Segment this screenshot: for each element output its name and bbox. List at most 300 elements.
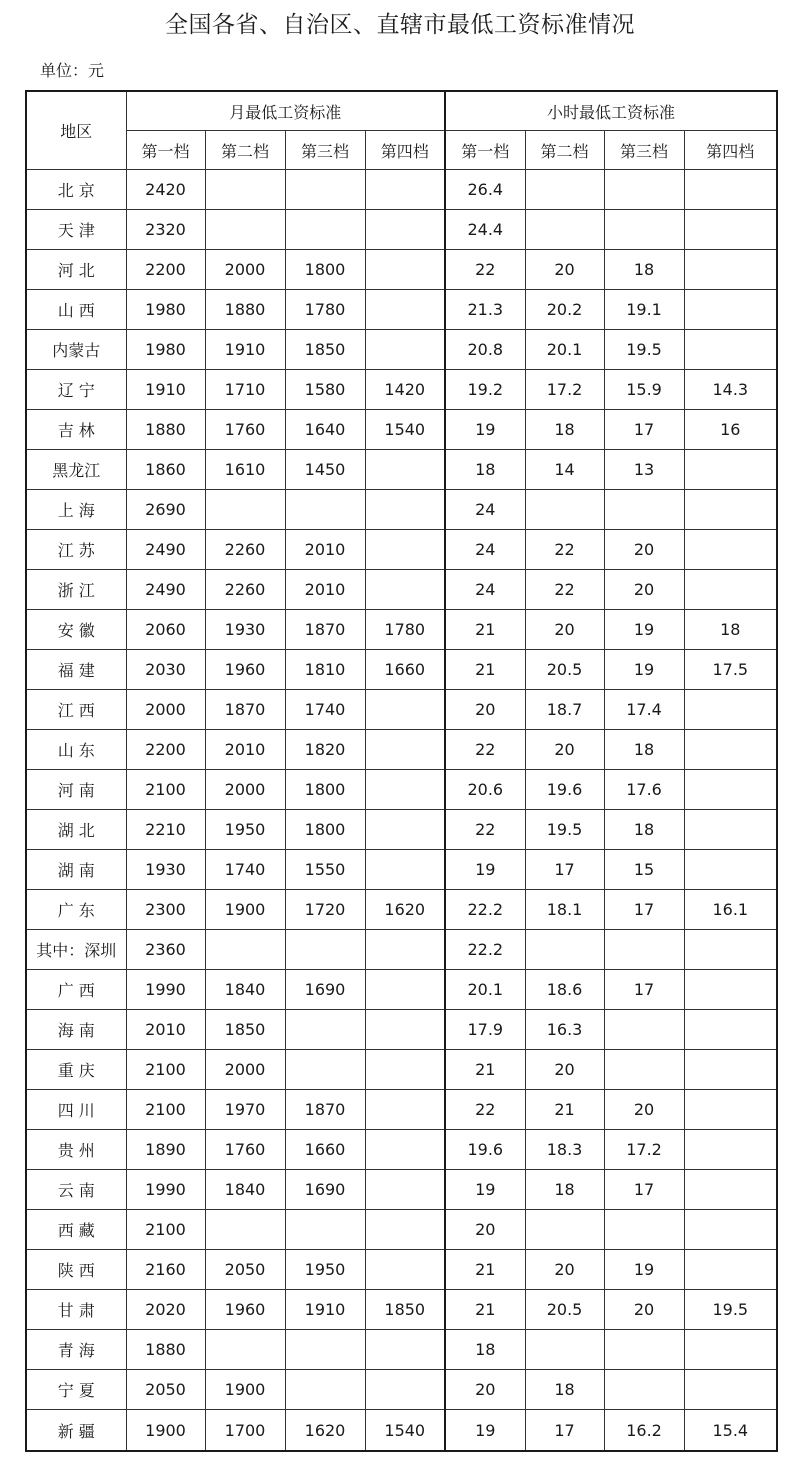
monthly-tier-3-cell: 2010 <box>285 570 365 610</box>
hourly-tier-2-cell: 22 <box>525 570 604 610</box>
table-row <box>26 490 777 530</box>
table-row <box>26 1210 777 1250</box>
monthly-tier-4-cell: 1620 <box>365 890 445 930</box>
hourly-tier-2-cell: 20 <box>525 730 604 770</box>
hourly-tier-2-cell: 20 <box>525 610 604 650</box>
hourly-tier-1-cell: 22 <box>445 730 525 770</box>
hourly-tier-2-cell: 18.1 <box>525 890 604 930</box>
monthly-tier-2-cell: 1960 <box>205 650 285 690</box>
region-cell: 山 东 <box>26 730 126 770</box>
hourly-tier-1-cell: 22 <box>445 810 525 850</box>
table-row <box>26 970 777 1010</box>
hourly-tier-3-cell: 20 <box>604 530 684 570</box>
region-cell: 广 东 <box>26 890 126 930</box>
table-row <box>26 1050 777 1090</box>
monthly-tier-2-cell: 1900 <box>205 1370 285 1410</box>
monthly-tier-3-cell <box>285 170 365 210</box>
hourly-tier-4-cell <box>684 730 777 770</box>
hourly-tier-1-cell: 21 <box>445 610 525 650</box>
monthly-tier-2-cell: 2050 <box>205 1250 285 1290</box>
hourly-tier-3-cell <box>604 930 684 970</box>
table-row <box>26 450 777 490</box>
monthly-tier-1-cell: 1990 <box>126 970 205 1010</box>
monthly-tier-4-cell <box>365 1050 445 1090</box>
region-cell: 福 建 <box>26 650 126 690</box>
monthly-tier-4-cell <box>365 810 445 850</box>
hourly-tier-1-cell: 26.4 <box>445 170 525 210</box>
hourly-tier-4-cell <box>684 770 777 810</box>
monthly-tier-4-cell: 1540 <box>365 410 445 450</box>
region-cell: 黑龙江 <box>26 450 126 490</box>
hourly-tier-3-cell <box>604 1370 684 1410</box>
monthly-tier-2-cell: 1930 <box>205 610 285 650</box>
table-row <box>26 330 777 370</box>
monthly-tier-1-cell: 2490 <box>126 570 205 610</box>
monthly-tier-2-cell: 1900 <box>205 890 285 930</box>
header-row-1 <box>26 91 777 131</box>
hourly-tier-2-cell: 18.6 <box>525 970 604 1010</box>
monthly-tier-4-cell <box>365 170 445 210</box>
hourly-tier-1-cell: 22 <box>445 250 525 290</box>
monthly-tier-2-cell: 1950 <box>205 810 285 850</box>
unit-label: 单位：元 <box>40 61 105 80</box>
hourly-tier-4-cell <box>684 290 777 330</box>
hourly-tier-3-cell: 16.2 <box>604 1410 684 1451</box>
hourly-tier-2-cell: 20 <box>525 1250 604 1290</box>
region-cell: 江 西 <box>26 690 126 730</box>
hourly-tier-4-cell <box>684 1090 777 1130</box>
hourly-tier-3-cell: 18 <box>604 250 684 290</box>
hourly-tier-1-cell: 19 <box>445 850 525 890</box>
region-cell: 吉 林 <box>26 410 126 450</box>
monthly-tier-1-cell: 2200 <box>126 730 205 770</box>
hourly-tier-2-cell <box>525 930 604 970</box>
monthly-tier-1-cell: 2100 <box>126 1050 205 1090</box>
monthly-tier-4-cell <box>365 1170 445 1210</box>
hourly-tier-1-cell: 20.1 <box>445 970 525 1010</box>
hourly-tier-3-cell <box>604 170 684 210</box>
monthly-tier-3-cell: 2010 <box>285 530 365 570</box>
region-cell: 云 南 <box>26 1170 126 1210</box>
monthly-tier-3-cell: 1950 <box>285 1250 365 1290</box>
hourly-tier-3-cell: 18 <box>604 810 684 850</box>
table-row <box>26 1370 777 1410</box>
region-cell: 内蒙古 <box>26 330 126 370</box>
hourly-tier-3-cell: 18 <box>604 730 684 770</box>
monthly-tier-3-cell <box>285 1330 365 1370</box>
hourly-tier-3-cell: 17 <box>604 1170 684 1210</box>
hourly-tier-1-cell: 19 <box>445 1170 525 1210</box>
region-cell: 广 西 <box>26 970 126 1010</box>
hourly-tier-1-cell: 24 <box>445 530 525 570</box>
hourly-tier-4-cell <box>684 970 777 1010</box>
table-row <box>26 770 777 810</box>
monthly-tier-3-cell: 1740 <box>285 690 365 730</box>
monthly-tier-1-cell: 2100 <box>126 770 205 810</box>
monthly-tier-1-cell: 2490 <box>126 530 205 570</box>
hourly-tier-1-cell: 20.6 <box>445 770 525 810</box>
header-monthly: 月最低工资标准 <box>126 91 445 131</box>
monthly-tier-1-cell: 2050 <box>126 1370 205 1410</box>
region-cell: 浙 江 <box>26 570 126 610</box>
hourly-tier-4-cell: 15.4 <box>684 1410 777 1451</box>
monthly-tier-4-cell: 1660 <box>365 650 445 690</box>
table-row <box>26 290 777 330</box>
monthly-tier-3-cell <box>285 1050 365 1090</box>
hourly-tier-3-cell: 17 <box>604 970 684 1010</box>
monthly-tier-1-cell: 2300 <box>126 890 205 930</box>
monthly-tier-1-cell: 1860 <box>126 450 205 490</box>
hourly-tier-2-cell: 20.5 <box>525 650 604 690</box>
header-hourly-tier-1: 第一档 <box>445 131 525 170</box>
hourly-tier-2-cell: 18 <box>525 1370 604 1410</box>
monthly-tier-3-cell: 1690 <box>285 1170 365 1210</box>
monthly-tier-4-cell <box>365 770 445 810</box>
hourly-tier-3-cell: 20 <box>604 1290 684 1330</box>
hourly-tier-3-cell: 20 <box>604 570 684 610</box>
monthly-tier-1-cell: 1930 <box>126 850 205 890</box>
monthly-tier-3-cell: 1870 <box>285 1090 365 1130</box>
hourly-tier-1-cell: 17.9 <box>445 1010 525 1050</box>
monthly-tier-1-cell: 2100 <box>126 1210 205 1250</box>
monthly-tier-3-cell <box>285 490 365 530</box>
hourly-tier-4-cell: 16.1 <box>684 890 777 930</box>
monthly-tier-2-cell: 2260 <box>205 530 285 570</box>
monthly-tier-3-cell: 1820 <box>285 730 365 770</box>
monthly-tier-3-cell: 1690 <box>285 970 365 1010</box>
hourly-tier-4-cell: 17.5 <box>684 650 777 690</box>
monthly-tier-3-cell: 1640 <box>285 410 365 450</box>
monthly-tier-3-cell <box>285 1370 365 1410</box>
monthly-tier-4-cell <box>365 570 445 610</box>
monthly-tier-1-cell: 2100 <box>126 1090 205 1130</box>
hourly-tier-4-cell <box>684 450 777 490</box>
monthly-tier-4-cell <box>365 330 445 370</box>
hourly-tier-1-cell: 24 <box>445 570 525 610</box>
header-hourly-tier-3: 第三档 <box>604 131 684 170</box>
monthly-tier-4-cell <box>365 1210 445 1250</box>
hourly-tier-1-cell: 19.2 <box>445 370 525 410</box>
monthly-tier-2-cell <box>205 170 285 210</box>
hourly-tier-1-cell: 19 <box>445 410 525 450</box>
monthly-tier-1-cell: 1880 <box>126 1330 205 1370</box>
hourly-tier-4-cell <box>684 1050 777 1090</box>
hourly-tier-4-cell <box>684 1170 777 1210</box>
hourly-tier-4-cell <box>684 1250 777 1290</box>
page-title: 全国各省、自治区、直辖市最低工资标准情况 <box>165 12 635 38</box>
header-hourly-tier-4: 第四档 <box>684 131 777 170</box>
table-row <box>26 1250 777 1290</box>
hourly-tier-4-cell: 19.5 <box>684 1290 777 1330</box>
table-row <box>26 370 777 410</box>
monthly-tier-2-cell: 1710 <box>205 370 285 410</box>
monthly-tier-4-cell: 1420 <box>365 370 445 410</box>
hourly-tier-4-cell <box>684 1010 777 1050</box>
hourly-tier-1-cell: 20 <box>445 1370 525 1410</box>
table-row <box>26 1170 777 1210</box>
hourly-tier-3-cell: 17.4 <box>604 690 684 730</box>
hourly-tier-3-cell <box>604 1330 684 1370</box>
hourly-tier-2-cell <box>525 490 604 530</box>
hourly-tier-4-cell <box>684 490 777 530</box>
monthly-tier-1-cell: 1890 <box>126 1130 205 1170</box>
monthly-tier-2-cell <box>205 1210 285 1250</box>
monthly-tier-1-cell: 2010 <box>126 1010 205 1050</box>
hourly-tier-4-cell: 14.3 <box>684 370 777 410</box>
hourly-tier-4-cell <box>684 530 777 570</box>
hourly-tier-4-cell <box>684 690 777 730</box>
region-cell: 河 南 <box>26 770 126 810</box>
hourly-tier-1-cell: 20 <box>445 1210 525 1250</box>
table-row <box>26 250 777 290</box>
header-row-2 <box>26 131 777 170</box>
monthly-tier-2-cell: 1840 <box>205 970 285 1010</box>
hourly-tier-4-cell: 16 <box>684 410 777 450</box>
monthly-tier-2-cell: 1960 <box>205 1290 285 1330</box>
region-cell: 湖 南 <box>26 850 126 890</box>
hourly-tier-3-cell <box>604 1050 684 1090</box>
region-cell: 安 徽 <box>26 610 126 650</box>
monthly-tier-1-cell: 2420 <box>126 170 205 210</box>
monthly-tier-2-cell: 2000 <box>205 250 285 290</box>
hourly-tier-3-cell: 17 <box>604 890 684 930</box>
region-cell: 宁 夏 <box>26 1370 126 1410</box>
monthly-tier-1-cell: 2060 <box>126 610 205 650</box>
hourly-tier-2-cell <box>525 1210 604 1250</box>
monthly-tier-3-cell: 1780 <box>285 290 365 330</box>
monthly-tier-4-cell <box>365 690 445 730</box>
hourly-tier-2-cell: 20 <box>525 250 604 290</box>
monthly-tier-3-cell: 1870 <box>285 610 365 650</box>
hourly-tier-4-cell <box>684 570 777 610</box>
monthly-tier-3-cell: 1800 <box>285 770 365 810</box>
hourly-tier-1-cell: 20 <box>445 690 525 730</box>
region-cell: 河 北 <box>26 250 126 290</box>
monthly-tier-4-cell <box>365 1370 445 1410</box>
hourly-tier-2-cell <box>525 170 604 210</box>
region-cell: 上 海 <box>26 490 126 530</box>
table-row <box>26 530 777 570</box>
monthly-tier-3-cell <box>285 930 365 970</box>
monthly-tier-2-cell <box>205 930 285 970</box>
hourly-tier-4-cell <box>684 1370 777 1410</box>
hourly-tier-4-cell <box>684 1130 777 1170</box>
hourly-tier-2-cell: 17.2 <box>525 370 604 410</box>
hourly-tier-3-cell: 19 <box>604 610 684 650</box>
monthly-tier-1-cell: 2320 <box>126 210 205 250</box>
monthly-tier-2-cell: 2000 <box>205 1050 285 1090</box>
hourly-tier-4-cell: 18 <box>684 610 777 650</box>
hourly-tier-3-cell: 19 <box>604 1250 684 1290</box>
region-cell: 北 京 <box>26 170 126 210</box>
hourly-tier-4-cell <box>684 1210 777 1250</box>
hourly-tier-1-cell: 21 <box>445 1050 525 1090</box>
hourly-tier-1-cell: 18 <box>445 1330 525 1370</box>
monthly-tier-2-cell: 1970 <box>205 1090 285 1130</box>
monthly-tier-4-cell <box>365 850 445 890</box>
monthly-tier-1-cell: 2690 <box>126 490 205 530</box>
region-cell: 新 疆 <box>26 1410 126 1451</box>
monthly-tier-4-cell <box>365 970 445 1010</box>
monthly-tier-4-cell <box>365 250 445 290</box>
table-row <box>26 890 777 930</box>
hourly-tier-3-cell <box>604 210 684 250</box>
monthly-tier-3-cell: 1720 <box>285 890 365 930</box>
header-hourly: 小时最低工资标准 <box>445 91 777 131</box>
hourly-tier-1-cell: 24 <box>445 490 525 530</box>
header-monthly-tier-2: 第二档 <box>205 131 285 170</box>
hourly-tier-1-cell: 18 <box>445 450 525 490</box>
table-row <box>26 850 777 890</box>
monthly-tier-2-cell: 1870 <box>205 690 285 730</box>
monthly-tier-3-cell: 1580 <box>285 370 365 410</box>
region-cell: 江 苏 <box>26 530 126 570</box>
monthly-tier-3-cell: 1850 <box>285 330 365 370</box>
hourly-tier-2-cell <box>525 210 604 250</box>
table-row <box>26 210 777 250</box>
table-body <box>26 170 777 1452</box>
region-cell: 西 藏 <box>26 1210 126 1250</box>
hourly-tier-2-cell: 16.3 <box>525 1010 604 1050</box>
hourly-tier-2-cell: 20.2 <box>525 290 604 330</box>
monthly-tier-4-cell: 1850 <box>365 1290 445 1330</box>
monthly-tier-2-cell: 2010 <box>205 730 285 770</box>
table-row <box>26 810 777 850</box>
hourly-tier-1-cell: 20.8 <box>445 330 525 370</box>
monthly-tier-2-cell: 1840 <box>205 1170 285 1210</box>
monthly-tier-4-cell: 1540 <box>365 1410 445 1451</box>
hourly-tier-2-cell: 17 <box>525 1410 604 1451</box>
hourly-tier-3-cell: 17 <box>604 410 684 450</box>
hourly-tier-2-cell: 18.7 <box>525 690 604 730</box>
hourly-tier-2-cell: 14 <box>525 450 604 490</box>
monthly-tier-1-cell: 2200 <box>126 250 205 290</box>
hourly-tier-2-cell: 21 <box>525 1090 604 1130</box>
monthly-tier-1-cell: 1910 <box>126 370 205 410</box>
header-monthly-tier-1: 第一档 <box>126 131 205 170</box>
table-row <box>26 1330 777 1370</box>
monthly-tier-3-cell: 1450 <box>285 450 365 490</box>
region-cell: 贵 州 <box>26 1130 126 1170</box>
monthly-tier-2-cell <box>205 490 285 530</box>
monthly-tier-2-cell: 1850 <box>205 1010 285 1050</box>
monthly-tier-1-cell: 2210 <box>126 810 205 850</box>
table-row <box>26 1410 777 1451</box>
monthly-tier-3-cell: 1800 <box>285 250 365 290</box>
table-row <box>26 1010 777 1050</box>
table-row <box>26 170 777 210</box>
hourly-tier-2-cell: 19.5 <box>525 810 604 850</box>
monthly-tier-4-cell <box>365 1090 445 1130</box>
monthly-tier-1-cell: 2020 <box>126 1290 205 1330</box>
monthly-tier-2-cell <box>205 210 285 250</box>
hourly-tier-4-cell <box>684 210 777 250</box>
monthly-tier-4-cell <box>365 930 445 970</box>
hourly-tier-3-cell: 15.9 <box>604 370 684 410</box>
table-row <box>26 1130 777 1170</box>
header-hourly-tier-2: 第二档 <box>525 131 604 170</box>
monthly-tier-1-cell: 2030 <box>126 650 205 690</box>
table-row <box>26 410 777 450</box>
region-cell: 重 庆 <box>26 1050 126 1090</box>
monthly-tier-1-cell: 1990 <box>126 1170 205 1210</box>
hourly-tier-3-cell <box>604 490 684 530</box>
table-row <box>26 1290 777 1330</box>
region-cell: 青 海 <box>26 1330 126 1370</box>
hourly-tier-2-cell: 20.5 <box>525 1290 604 1330</box>
hourly-tier-2-cell: 19.6 <box>525 770 604 810</box>
hourly-tier-2-cell: 18.3 <box>525 1130 604 1170</box>
table-row <box>26 730 777 770</box>
monthly-tier-3-cell <box>285 210 365 250</box>
hourly-tier-4-cell <box>684 850 777 890</box>
monthly-tier-3-cell: 1810 <box>285 650 365 690</box>
hourly-tier-1-cell: 19 <box>445 1410 525 1451</box>
monthly-tier-2-cell: 1910 <box>205 330 285 370</box>
hourly-tier-1-cell: 21 <box>445 1250 525 1290</box>
hourly-tier-4-cell <box>684 330 777 370</box>
monthly-tier-3-cell: 1660 <box>285 1130 365 1170</box>
hourly-tier-2-cell: 20.1 <box>525 330 604 370</box>
monthly-tier-3-cell: 1550 <box>285 850 365 890</box>
hourly-tier-1-cell: 21 <box>445 1290 525 1330</box>
hourly-tier-1-cell: 22.2 <box>445 890 525 930</box>
monthly-tier-2-cell: 1760 <box>205 1130 285 1170</box>
hourly-tier-2-cell: 20 <box>525 1050 604 1090</box>
monthly-tier-3-cell: 1620 <box>285 1410 365 1451</box>
hourly-tier-2-cell: 22 <box>525 530 604 570</box>
monthly-tier-4-cell <box>365 530 445 570</box>
monthly-tier-2-cell: 1740 <box>205 850 285 890</box>
monthly-tier-1-cell: 2360 <box>126 930 205 970</box>
monthly-tier-4-cell <box>365 490 445 530</box>
table-row <box>26 690 777 730</box>
hourly-tier-3-cell: 17.2 <box>604 1130 684 1170</box>
monthly-tier-3-cell <box>285 1210 365 1250</box>
hourly-tier-3-cell: 19.1 <box>604 290 684 330</box>
monthly-tier-4-cell <box>365 1330 445 1370</box>
region-cell: 陕 西 <box>26 1250 126 1290</box>
hourly-tier-1-cell: 24.4 <box>445 210 525 250</box>
monthly-tier-3-cell <box>285 1010 365 1050</box>
hourly-tier-1-cell: 22.2 <box>445 930 525 970</box>
monthly-tier-2-cell <box>205 1330 285 1370</box>
region-cell: 辽 宁 <box>26 370 126 410</box>
monthly-tier-1-cell: 1880 <box>126 410 205 450</box>
hourly-tier-4-cell <box>684 170 777 210</box>
monthly-tier-4-cell: 1780 <box>365 610 445 650</box>
hourly-tier-1-cell: 21 <box>445 650 525 690</box>
hourly-tier-3-cell <box>604 1210 684 1250</box>
monthly-tier-4-cell <box>365 1250 445 1290</box>
header-monthly-tier-3: 第三档 <box>285 131 365 170</box>
monthly-tier-1-cell: 2000 <box>126 690 205 730</box>
hourly-tier-2-cell: 17 <box>525 850 604 890</box>
hourly-tier-3-cell: 19 <box>604 650 684 690</box>
monthly-tier-1-cell: 1900 <box>126 1410 205 1451</box>
table-row <box>26 610 777 650</box>
hourly-tier-3-cell: 17.6 <box>604 770 684 810</box>
monthly-tier-4-cell <box>365 1130 445 1170</box>
monthly-tier-4-cell <box>365 1010 445 1050</box>
hourly-tier-2-cell <box>525 1330 604 1370</box>
hourly-tier-4-cell <box>684 1330 777 1370</box>
hourly-tier-3-cell: 15 <box>604 850 684 890</box>
monthly-tier-3-cell: 1800 <box>285 810 365 850</box>
hourly-tier-3-cell: 19.5 <box>604 330 684 370</box>
header-region: 地区 <box>26 91 126 170</box>
table-row <box>26 1090 777 1130</box>
